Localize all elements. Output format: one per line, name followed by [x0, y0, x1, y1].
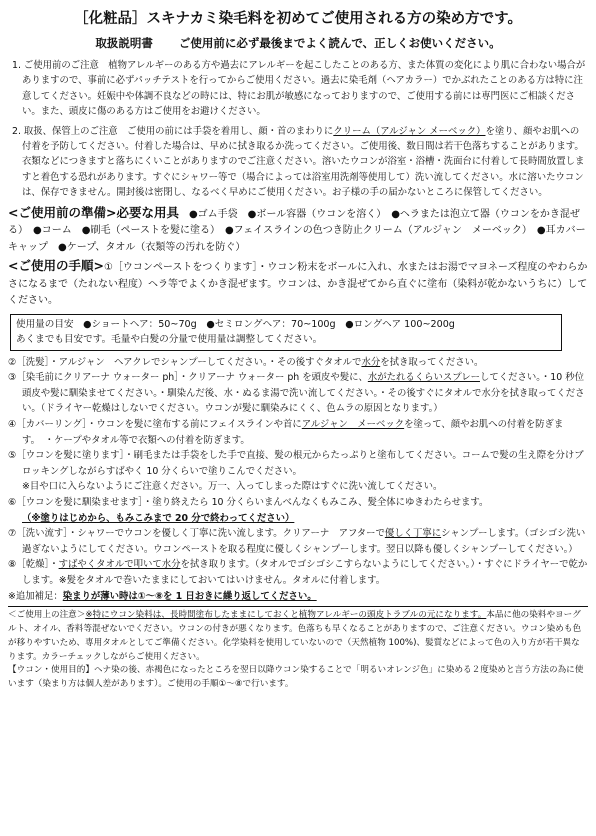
note-handling-text-a: 2. 取扱、保管上のご注意 ご使用の前には手袋を着用し、顔・首のまわりに [12, 125, 334, 137]
step-8 [8, 557, 588, 588]
step-5-note: ※目や口に入らないようにご注意ください。万一、入ってしまった際はすぐに洗い流してください。 [22, 481, 443, 493]
usage-amount-box [10, 314, 562, 351]
preparation-section [8, 205, 588, 257]
step-8-text-a: ⑧［乾燥］・ [8, 559, 59, 571]
step-6: ⑥［ウコンを髪に馴染ませます］・塗り終えたら 10 分くらいまんべんなくもみこみ、髪全体にゆきわたらせます。 [8, 497, 489, 508]
step-7 [8, 526, 588, 557]
procedure-section [8, 258, 588, 310]
preparation-tools: ●ゴム手袋 ●ボール容器（ウコンを溶く） ●ヘラまたは泡立て器（ウコンをかき混ぜる） ●コーム ●刷毛（ペーストを髪に塗る） ●フェイスラインの色つき防止クリーム（アルジャン メーベック） ●耳カバーキャップ ●ケープ、タオル（衣類等の汚れを防ぐ） [8, 208, 586, 253]
caution-warning: ※特にウコン染料は、長時間塗布したままにしておくと植物アレルギーの頭皮トラブルの元になります。 [85, 610, 487, 621]
step-1: ①［ウコンペーストをつくります］・ウコン粉末をボールに入れ、水またはお湯でマヨネーズ程度のやわらかさになるまで（たれない程度）ヘラ等でよくかき混ぜます。ウコンは、かき混ぜてから直ぐに塗布（染料が乾かないうちに）してください。 [8, 262, 588, 307]
caution-label: ＜ご使用上の注意＞ [8, 610, 86, 621]
step-3 [8, 370, 588, 417]
note-handling-text-b: を塗り、顔やお肌への付着を予防してください。付着した場合は、早めに拭き取るか洗ってください。ご使用後、数日間は若干色落ちすることがあります。衣類などにつきますと落ちにくいことがありますのでご注意ください。溶いたウコンが浴室・浴槽・洗面台に付着して長時間放置しますと着色する恐れがあります。すぐにシャワー等で（場合によっては浴室用洗剤等使用して）洗い流してください。水に溶いたウコンは、保存できません。開封後は密閉し、なるべく早めにご使用ください。お子様の手の届かないところに保管してください。 [22, 125, 585, 199]
subtitle [8, 34, 588, 52]
step-7-text-b: シャンプーします。（ゴシゴシ洗い過ぎないようにしてください。ウコンペーストを取る程度に優しくシャンプーします。翌日以降も優しくシャンプーしてください。） [22, 528, 586, 555]
step-4 [8, 417, 588, 448]
divider [8, 606, 588, 607]
note-before-use: 1. ご使用前のご注意 植物アレルギーのある方や過去にアレルギーを起こしたことのある方、また体質の変化により肌に合わない場合がありますので、事前に必ずパッチテストを行ってからご使用ください。過去に染毛剤（ヘアカラー）でかぶれたことのある方は特に注意してください。妊娠中や体調不良などの時には、特にお肌が敏感になっておりますので、ご使用する前には専門医にご相談ください。また、頭皮に傷のある方はご使用をお避けください。 [12, 60, 586, 118]
step-3-underline: 水がたれるくらいスプレー [367, 372, 480, 384]
preparation-heading: <ご使用前の準備>必要な用具 [8, 204, 179, 220]
usage-amount-line: 使用量の目安 ●ショートヘア：50~70g ●セミロングヘア：70~100g ●ロングヘア 100~200g [16, 318, 455, 330]
extra-note-text: 染まりが薄い時は①～⑧を 1 日おきに繰り返してください。 [62, 590, 317, 602]
step-2-text-b: を拭き取ってください。 [380, 356, 484, 368]
extra-note-label: ※追加補足： [8, 590, 63, 602]
note-handling-cream: クリーム（アルジャン メーベック） [333, 125, 486, 137]
step-3-text-b: してください。・10 秒位頭皮や髪に馴染ませてください。・馴染んだ後、水・ぬるま湯で洗い流してください。・その後すぐにタオルで水分を拭き取ってください。（ドライヤー乾燥はしないでください。ウコンが髪に馴染みにくく、色ムラの原因となります。） [22, 372, 585, 415]
step-5: ⑤［ウコンを髪に塗ります］・刷毛または手袋をした手で直接、髪の根元からたっぷりと塗布してください。コームで髪の生え際を分けブロッキングしながらすばやく 10 分くらいで塗りこんでください。 [8, 450, 584, 477]
caution-text: 本品に他の染料やヨーグルト、オイル、香料等混ぜないでください。ウコンの付きが悪くなります。色落ちも早くなることがありますので、ご注意ください。ウコン染めも色が移りやすいため、専用タオルとしてご準備ください。化学染料を使用していないので（天然植物 100%)、髪質などによって色の入り方が若干異なります。カラーチェックしながらご使用ください。 [8, 610, 582, 662]
subtitle-text: ご使用前に必ず最後までよく読んで、正しくお使いください。 [178, 36, 501, 50]
caution-paragraph [8, 609, 588, 664]
extra-note [8, 589, 588, 605]
step-8-underline: すばやくタオルで叩いて水分 [58, 559, 181, 571]
usage-purpose: 【ウコン・使用目的】ヘナ染の後、赤褐色になったところを翌日以降ウコン染することで「明るいオレンジ色」に染める２度染めと言う方法の為に使います（染まり方は個人差があります）。ご使用の手順①～⑧で行います。 [8, 665, 584, 690]
step-3-text-a: ③［染毛前にクリアーナ ウォーター ph］・クリアーナ ウォーター ph を頭皮や髪に、 [8, 372, 368, 384]
step-2-text-a: ②［洗髪］・アルジャン ヘアクレでシャンプーしてください。・その後すぐタオルで [8, 356, 362, 368]
step-2 [8, 355, 588, 371]
subtitle-label: 取扱説明書 [95, 36, 153, 50]
step-8-text-b: を拭き取ります。（タオルでゴシゴシこすらないようにしてください。）・すぐにドライヤーで乾かします。※髪をタオルで巻いたままにしておいてはいけません。タオルに付着します。 [22, 559, 588, 586]
step-7-text-a: ⑦［洗い流す］・シャワーでウコンを優しく丁寧に洗い流します。クリアーナ アフターで [8, 528, 385, 540]
step-4-text-b: を塗って、顔やお肌への付着を防ぎます。 ・ケープやタオル等で衣類への付着を防ぎます。 [22, 419, 564, 446]
step-4-underline: アルジャン メーベック [301, 419, 405, 431]
step-4-text-a: ④［カバーリング］・ウコンを髪に塗布する前にフェイスラインや首に [8, 419, 302, 431]
step-2-underline: 水分 [361, 356, 381, 368]
page-title: ［化粧品］スキナカミ染毛料を初めてご使用される方の染め方です。 [73, 11, 523, 27]
step-7-underline: 優しく丁寧に [384, 528, 442, 540]
note-handling-storage [8, 124, 588, 201]
procedure-heading: <ご使用の手順> [8, 258, 104, 274]
usage-amount-note: あくまでも目安です。毛量や白髪の分量で使用量は調整してください。 [16, 334, 323, 346]
step-6-time-note: （※塗りはじめから、もみこみまで 20 分で終わってください） [22, 512, 295, 524]
